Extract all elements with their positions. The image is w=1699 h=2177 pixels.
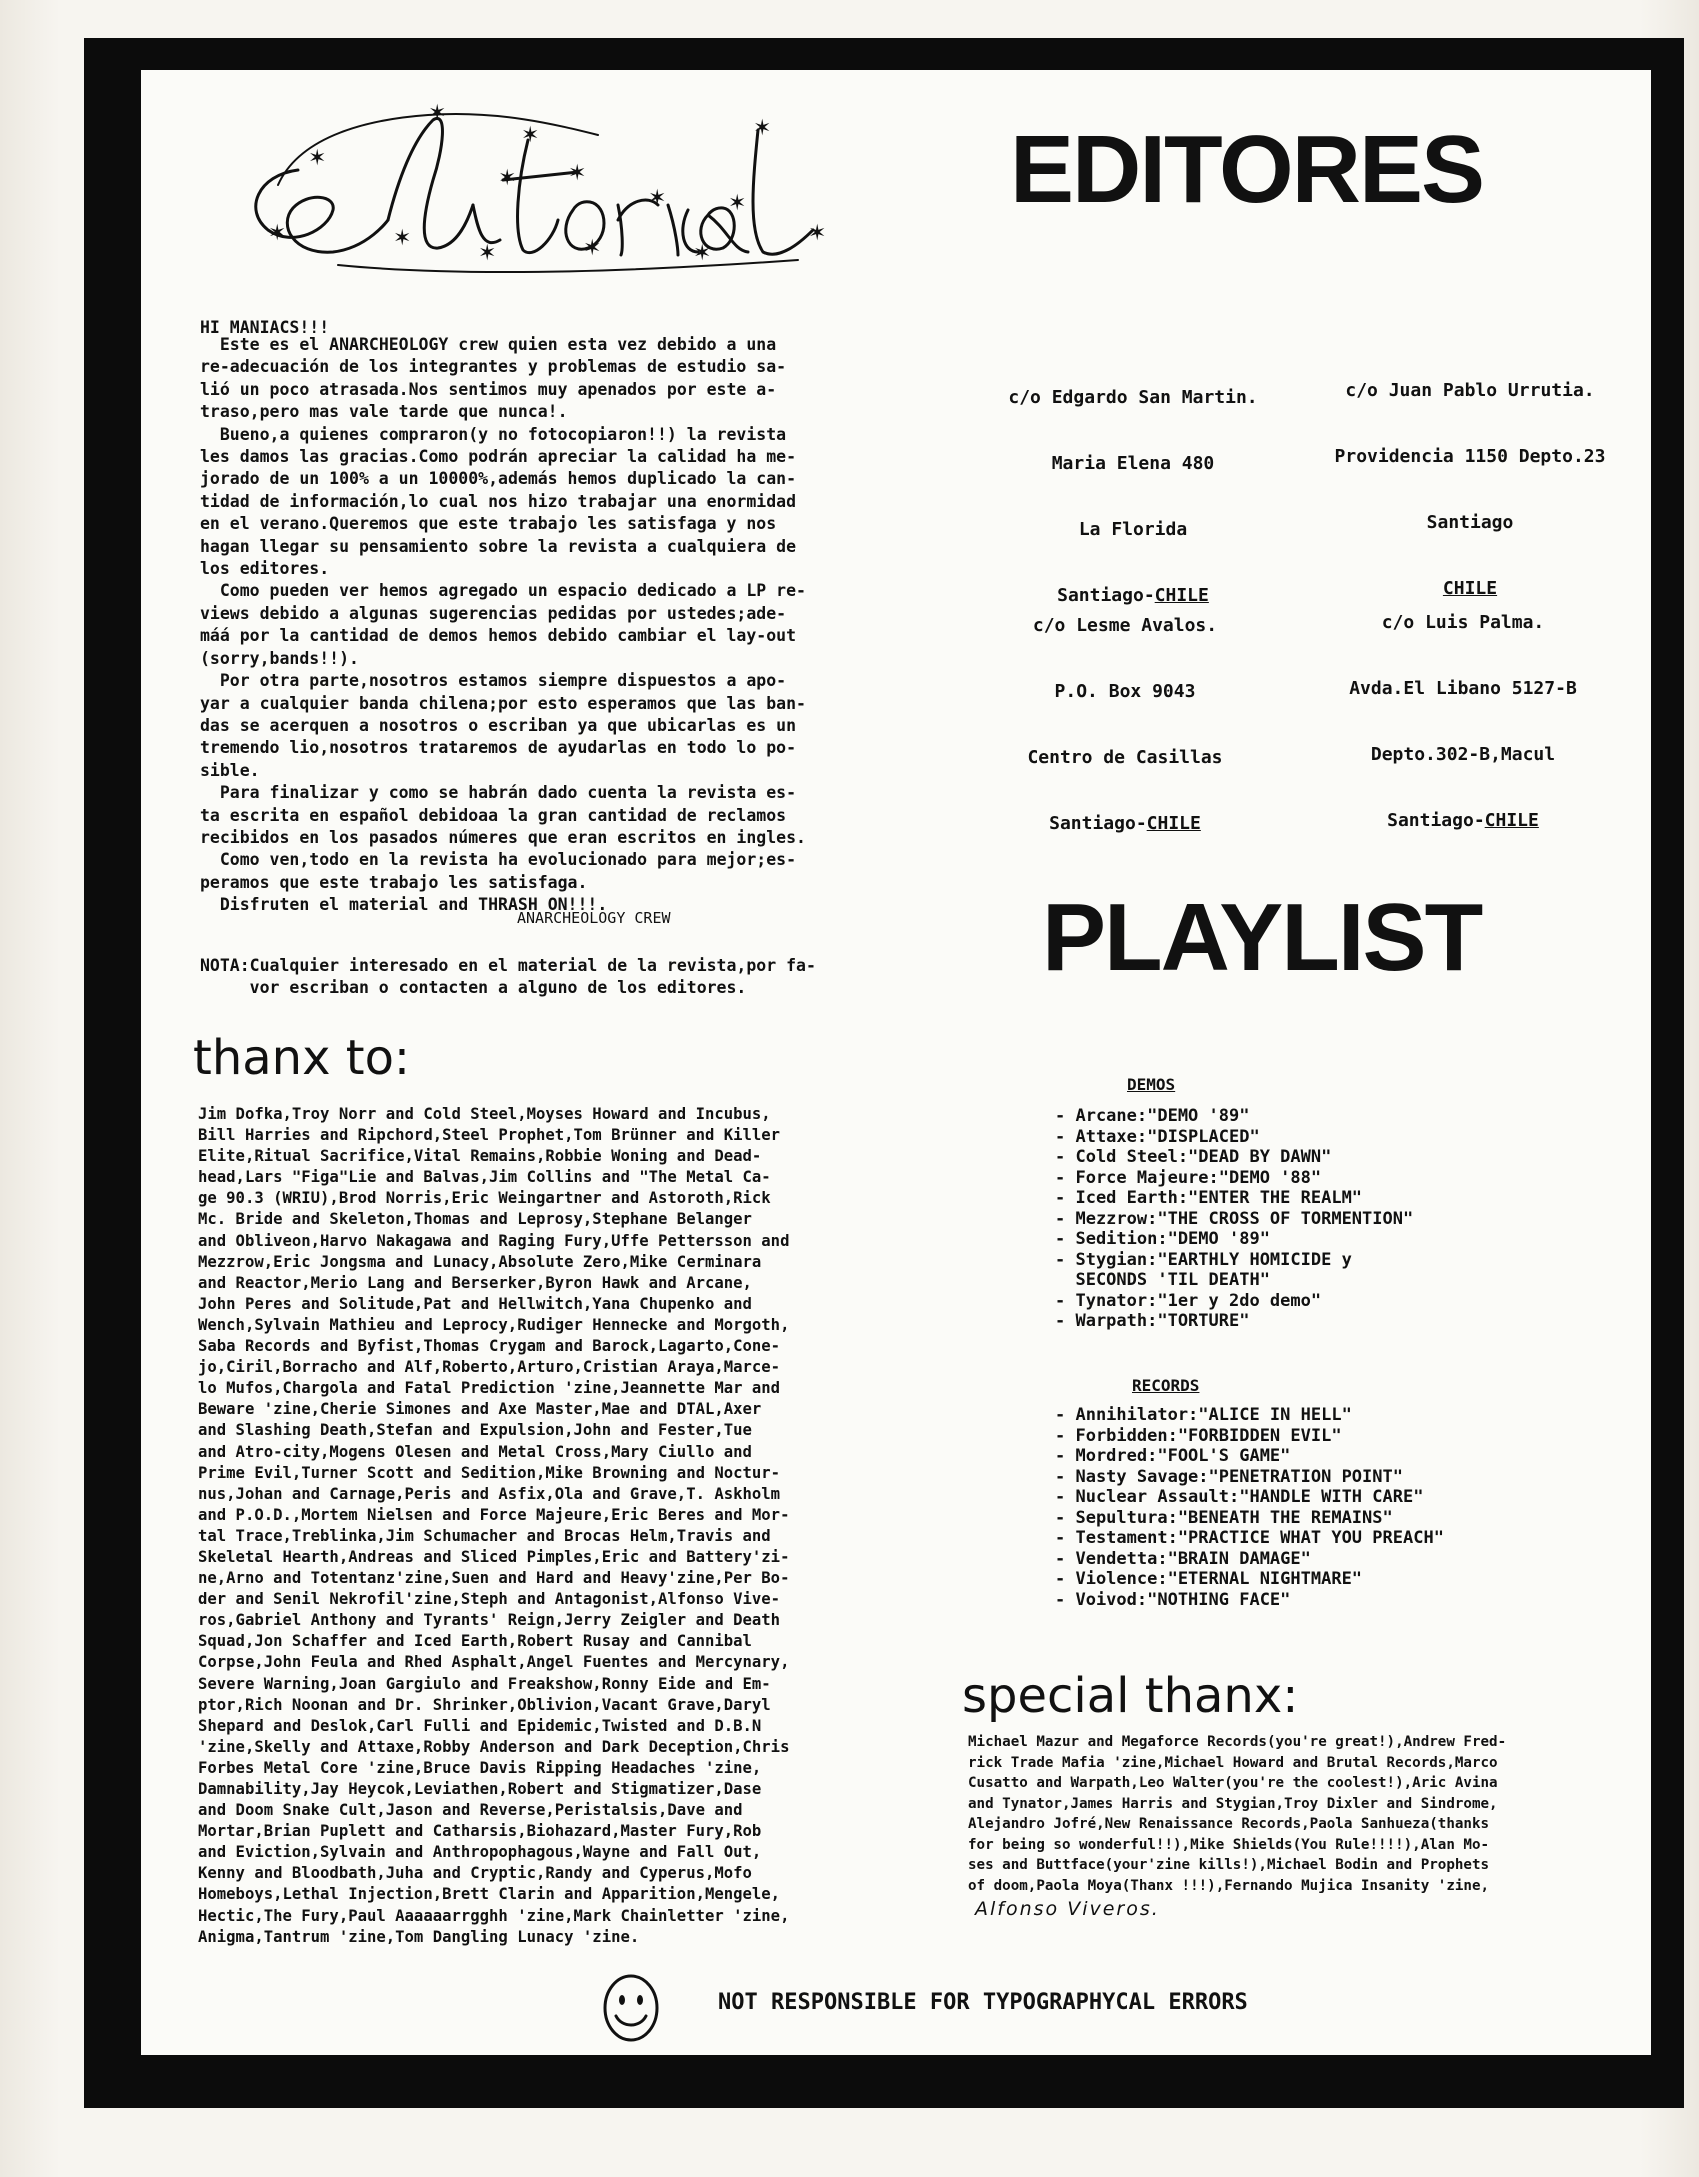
svg-text:✶: ✶ bbox=[693, 241, 712, 266]
address-city: Santiago- bbox=[1387, 810, 1485, 831]
handwritten-name: Alfonso Viveros. bbox=[975, 1898, 1160, 1920]
editorial-nota: NOTA:Cualquier interesado en el material de la revista,por fa- vor escriban o contacten a alguno de los editores. bbox=[200, 956, 816, 998]
special-thanx-heading: special thanx: bbox=[962, 1668, 1299, 1724]
list-item: - Testament:"PRACTICE WHAT YOU PREACH" bbox=[1055, 1528, 1444, 1548]
address-line: Providencia 1150 Depto.23 bbox=[1334, 446, 1606, 467]
address-country: CHILE bbox=[1442, 578, 1498, 599]
list-item: - Stygian:"EARTHLY HOMICIDE y bbox=[1055, 1249, 1352, 1270]
svg-text:✶: ✶ bbox=[308, 146, 327, 171]
list-item: - Forbidden:"FORBIDDEN EVIL" bbox=[1055, 1425, 1342, 1446]
svg-text:✶: ✶ bbox=[428, 101, 447, 126]
list-item: - Vendetta:"BRAIN DAMAGE" bbox=[1055, 1548, 1311, 1569]
list-item: - Nasty Savage:"PENETRATION POINT" bbox=[1055, 1466, 1403, 1487]
list-item: - Iced Earth:"ENTER THE REALM" bbox=[1055, 1188, 1363, 1208]
editorial-logo-art bbox=[238, 80, 878, 290]
thanx-body: Jim Dofka,Troy Norr and Cold Steel,Moyses Howard and Incubus, Bill Harries and Ripchord,Steel Prophet,Tom Brünner and Killer Elite,Ritual Sacrifice,Vital Remains,Robbie Woning and Dead- head,Lars "Figa"Lie and Balvas,Jim Collins and "The Metal Ca- ge 90.3 (WRIU),Brod Norris,Eric Weingartner and Astoroth,Rick Mc. Bride and Skeleton,Thomas and Leprosy,Stephane Belanger and Obliveon,Harvo Nakagawa and Raging Fury,Uffe Pettersson and Mezzrow,Eric Jongsma and Lunacy,Absolute Zero,Mike Cerminara and Reactor,Merio Lang and Berserker,Byron Hawk and Arcane, John Peres and Solitude,Pat and Hellwitch,Yana Chupenko and Wench,Sylvain Mathieu and Leprocy,Rudiger Hennecke and Morgoth, Saba Records and Byfist,Thomas Crygam and Barock,Lagarto,Cone- jo,Ciril,Borracho and Alf,Roberto,Arturo,Cristian Araya,Marce- lo Mufos,Chargola and Fatal Prediction 'zine,Jeannette Mar and Beware 'zine,Cherie Simones and Axe Master,Mae and DTAL,Axer and Slashing Death,Stefan and Expulsion,John and Fester,Tue and Atro-city,Mogens Olesen and Metal Cross,Mary Ciullo and Prime Evil,Turner Scott and Sedition,Mike Browning and Noctur- nus,Johan and Carnage,Peris and Asfix,Ola and Grave,T. Askholm and P.O.D.,Mortem Nielsen and Force Majeure,Eric Beres and Mor- tal Trace,Treblinka,Jim Schumacher and Brocas Helm,Travis and Skeletal Hearth,Andreas and Sliced Pimples,Eric and Battery'zi- ne,Arno and Totentanz'zine,Suen and Hard and Heavy'zine,Per Bo- der and Senil Nekrofil'zine,Steph and Antagonist,Alfonso Vive- ros,Gabriel Anthony and Tyrants' Reign,Jerry Zeigler and Death Squad,Jon Schaffer and Iced Earth,Robert Rusay and Cannibal Corpse,John Feula and Rhed Asphalt,Angel Fuentes and Mercynary, Severe Warning,Joan Gargiulo and Freakshow,Ronny Eide and Em- ptor,Rich Noonan and Dr. Shrinker,Oblivion,Vacant Grave,Daryl Shepard and Deslok,Carl Fulli and Epidemic,Twisted and D.B.N 'zine,Skelly and Attaxe,Robby Anderson and Dark Deception,Chris Forbes Metal Core 'zine,Bruce Davis Ripping Headaches 'zine, Damnability,Jay Heycok,Leviathen,Robert and Stigmatizer,Dase and Doom Snake Cult,Jason and Reverse,Peristalsis,Dave and Mortar,Brian Puplett and Catharsis,Biohazard,Master Fury,Rob and Eviction,Sylvain and Anthropophagous,Wayne and Fall Out, Kenny and Bloodbath,Juha and Cryptic,Randy and Cyperus,Mofo Homeboys,Lethal Injection,Brett Clarin and Apparition,Mengele, Hectic,The Fury,Paul Aaaaaarrgghh 'zine,Mark Chainletter 'zine, Anigma,Tantrum 'zine,Tom Dangling Lunacy 'zine. bbox=[198, 1105, 790, 1946]
svg-text:✶: ✶ bbox=[568, 161, 587, 186]
address-line: Avda.El Libano 5127-B bbox=[1349, 678, 1577, 699]
editorial-signature: ANARCHEOLOGY CREW bbox=[517, 909, 671, 927]
list-item: - Sedition:"DEMO '89" bbox=[1055, 1229, 1270, 1249]
address-country: CHILE bbox=[1484, 810, 1539, 831]
svg-text:✶: ✶ bbox=[393, 226, 412, 251]
address-line: Santiago bbox=[1426, 512, 1514, 533]
address-line: Centro de Casillas bbox=[1027, 747, 1223, 768]
records-label: RECORDS bbox=[1132, 1376, 1200, 1395]
svg-text:✶: ✶ bbox=[648, 186, 667, 211]
list-item: - Tynator:"1er y 2do demo" bbox=[1055, 1290, 1322, 1311]
list-item: - Warpath:"TORTURE" bbox=[1055, 1311, 1250, 1331]
playlist-heading: PLAYLIST bbox=[1042, 884, 1482, 991]
editorial-body: Este es el ANARCHEOLOGY crew quien esta vez debido a una re-adecuación de los integrantes y problemas de estudio sa- lió un poco atrasada.Nos sentimos muy apenados por este a- traso,pero mas vale tarde que nunca!. Bueno,a quienes compraron(y no fotocopiaron!!) la revista les damos las gracias.Como podrán apreciar la calidad ha me- jorado de un 100% a un 10000%,además hemos duplicado la can- tidad de información,lo cual nos hizo trabajar una enormidad en el verano.Queremos que este trabajo les satisfaga y nos hagan llegar su pensamiento sobre la revista a cualquiera de los editores. Como pueden ver hemos agregado un espacio dedicado a LP re- views debido a algunas sugerencias pedidas por ustedes;ade- máá por la cantidad de demos hemos debido cambiar el lay-out (sorry,bands!!). Por otra parte,nosotros estamos siempre dispuestos a apo- yar a cualquier banda chilena;por esto esperamos que las ban- das se acerquen a nosotros o escriban ya que ubicarlas es un tremendo lio,nosotros trataremos de ayudarlas en todo lo po- sible. Para finalizar y como se habrán dado cuenta la revista es- ta escrita en español debidoaa la gran cantidad de reclamos recibidos en los pasados númeres que eran escritos en ingles. Como ven,todo en la revista ha evolucionado para mejor;es- peramos que este trabajo les satisfaga. Disfruten el material and THRASH ON!!!. bbox=[200, 335, 806, 915]
list-item: - Mordred:"FOOL'S GAME" bbox=[1055, 1446, 1291, 1466]
list-item: - Mezzrow:"THE CROSS OF TORMENTION" bbox=[1055, 1208, 1414, 1229]
svg-text:✶: ✶ bbox=[478, 241, 497, 266]
address-country: CHILE bbox=[1154, 585, 1209, 606]
records-list bbox=[1055, 1405, 1444, 1610]
list-item: - Voivod:"NOTHING FACE" bbox=[1055, 1589, 1291, 1610]
list-item: - Sepultura:"BENEATH THE REMAINS" bbox=[1055, 1507, 1393, 1528]
svg-text:✶: ✶ bbox=[498, 166, 517, 191]
address-card bbox=[990, 571, 1260, 857]
demos-list bbox=[1055, 1106, 1413, 1332]
svg-text:✶: ✶ bbox=[753, 116, 772, 141]
svg-text:✶: ✶ bbox=[728, 191, 747, 216]
demos-label: DEMOS bbox=[1127, 1075, 1176, 1094]
address-line: c/o Luis Palma. bbox=[1381, 612, 1545, 633]
svg-text:✶: ✶ bbox=[268, 221, 287, 246]
address-city: Santiago- bbox=[1057, 585, 1155, 606]
disclaimer-text: NOT RESPONSIBLE FOR TYPOGRAPHYCAL ERRORS bbox=[718, 1990, 1248, 2015]
address-line: Depto.302-B,Macul bbox=[1370, 744, 1556, 765]
address-country: CHILE bbox=[1146, 813, 1201, 834]
svg-text:✶: ✶ bbox=[808, 221, 827, 246]
list-item: - Cold Steel:"DEAD BY DAWN" bbox=[1055, 1147, 1332, 1167]
address-line: c/o Juan Pablo Urrutia. bbox=[1345, 380, 1595, 401]
list-item: - Annihilator:"ALICE IN HELL" bbox=[1055, 1405, 1352, 1425]
editorial-greeting: HI MANIACS!!! bbox=[200, 318, 330, 337]
address-city: Santiago- bbox=[1049, 813, 1147, 834]
editorial-logo bbox=[238, 80, 878, 290]
address-line: c/o Edgardo San Martin. bbox=[1008, 387, 1258, 408]
list-item: - Violence:"ETERNAL NIGHTMARE" bbox=[1055, 1569, 1363, 1589]
list-item: - Force Majeure:"DEMO '88" bbox=[1055, 1167, 1322, 1188]
address-line: La Florida bbox=[1078, 519, 1188, 540]
thanx-heading: thanx to: bbox=[193, 1030, 411, 1086]
special-thanx-body: Michael Mazur and Megaforce Records(you're great!),Andrew Fred- rick Trade Mafia 'zine,Michael Howard and Brutal Records,Marco Cusatto and Warpath,Leo Walter(you're the coolest!),Aric Avina and Tynator,James Harris and Stygian,Troy Dixler and Sindrome, Alejandro Jofré,New Renaissance Records,Paola Sanhueza(thanks for being so wonderful!!),Mike Shields(You Rule!!!!),Alan Mo- ses and Buttface(your'zine kills!),Michael Bodin and Prophets of doom,Paola Moya(Thanx !!!),Fernando Mujica Insanity 'zine, bbox=[968, 1734, 1507, 1894]
address-line: Maria Elena 480 bbox=[1051, 453, 1215, 474]
list-item: - Attaxe:"DISPLACED" bbox=[1055, 1126, 1260, 1147]
list-item: - Arcane:"DEMO '89" bbox=[1055, 1106, 1250, 1126]
list-item: SECONDS 'TIL DEATH" bbox=[1055, 1270, 1270, 1290]
editores-heading: EDITORES bbox=[1010, 116, 1483, 223]
svg-text:✶: ✶ bbox=[583, 236, 602, 261]
address-line: P.O. Box 9043 bbox=[1054, 681, 1196, 702]
svg-text:✶: ✶ bbox=[521, 123, 540, 148]
address-line: c/o Lesme Avalos. bbox=[1032, 615, 1218, 636]
smiley-icon bbox=[600, 1972, 662, 2044]
address-card bbox=[1318, 568, 1608, 854]
list-item: - Nuclear Assault:"HANDLE WITH CARE" bbox=[1055, 1487, 1424, 1507]
